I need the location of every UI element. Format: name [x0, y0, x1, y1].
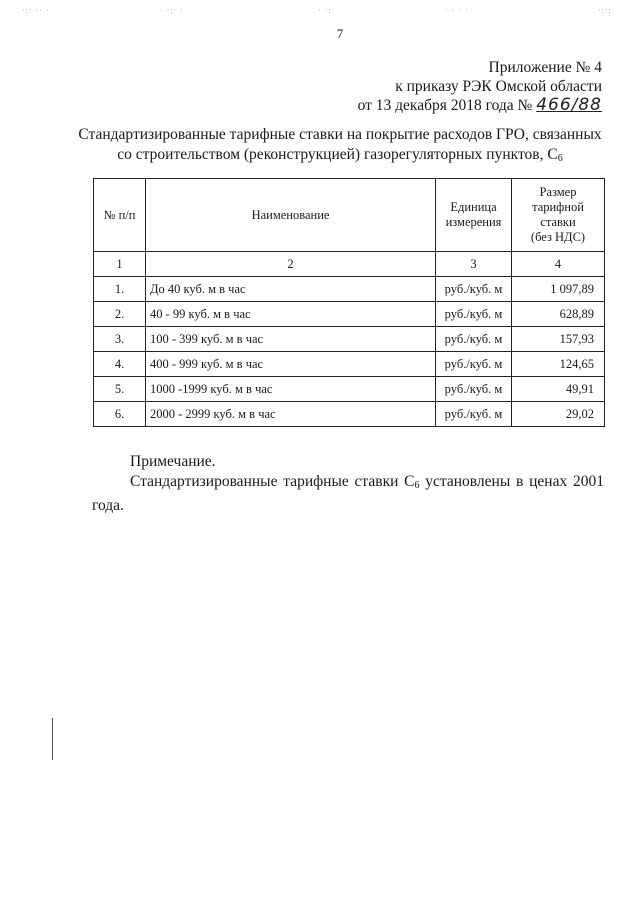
- table-row: [94, 327, 605, 352]
- header-unit-line2: измерения: [445, 215, 502, 229]
- table-header-row: [94, 179, 605, 252]
- scan-speck: · · · ·: [445, 6, 469, 15]
- row-unit: руб./куб. м: [436, 377, 512, 402]
- row-num: 6.: [94, 402, 146, 427]
- row-num: 1.: [94, 277, 146, 302]
- scan-speck: · ·:· ·: [160, 6, 184, 15]
- page-number: 7: [336, 26, 344, 41]
- row-unit: руб./куб. м: [436, 302, 512, 327]
- document-title-subscript: 6: [557, 153, 563, 164]
- note-subscript: 6: [414, 480, 420, 491]
- row-num: 2.: [94, 302, 146, 327]
- row-rate: 29,02: [512, 402, 605, 427]
- row-name: 100 - 399 куб. м в час: [146, 327, 436, 352]
- table-row: [94, 377, 605, 402]
- table-row: [94, 277, 605, 302]
- row-unit: руб./куб. м: [436, 277, 512, 302]
- note-heading: Примечание.: [130, 453, 216, 470]
- row-num: 5.: [94, 377, 146, 402]
- row-rate: 124,65: [512, 352, 605, 377]
- row-unit: руб./куб. м: [436, 327, 512, 352]
- document-title-line1: Стандартизированные тарифные ставки на покрытие расходов ГРО, связанных: [78, 126, 602, 143]
- tariff-table: [93, 178, 605, 427]
- note-text: [92, 472, 604, 516]
- row-rate: 1 097,89: [512, 277, 605, 302]
- note-text-part2: установлены в ценах 2001 года.: [92, 473, 605, 514]
- handwritten-order-number: 466/88: [536, 95, 602, 115]
- column-number: 2: [146, 252, 436, 277]
- appendix-title: Приложение № 4: [488, 59, 602, 76]
- header-rate-line2: тарифной: [532, 200, 584, 214]
- row-unit: руб./куб. м: [436, 352, 512, 377]
- header-num: № п/п: [94, 179, 146, 252]
- header-name: Наименование: [146, 179, 436, 252]
- table-row: [94, 402, 605, 427]
- table-row: [94, 302, 605, 327]
- appendix-order-date: [358, 96, 602, 115]
- column-number-row: [94, 252, 605, 277]
- header-rate-line4: (без НДС): [530, 230, 586, 244]
- header-rate-line3: ставки: [540, 215, 576, 229]
- row-name: 1000 -1999 куб. м в час: [146, 377, 436, 402]
- note-section: [92, 452, 604, 516]
- header-unit: [436, 179, 512, 252]
- row-unit: руб./куб. м: [436, 402, 512, 427]
- column-number: 1: [94, 252, 146, 277]
- note-text-part1: Стандартизированные тарифные ставки С: [130, 473, 415, 490]
- row-num: 4.: [94, 352, 146, 377]
- row-name: 2000 - 2999 куб. м в час: [146, 402, 436, 427]
- document-title-line2-text: со строительством (реконструкцией) газорегуляторных пунктов, С: [117, 146, 558, 163]
- row-rate: 49,91: [512, 377, 605, 402]
- document-title-line2: [70, 145, 610, 169]
- table-row: [94, 352, 605, 377]
- appendix-order-date-text: от 13 декабря 2018 года №: [357, 97, 533, 114]
- scan-margin-mark: [52, 718, 53, 760]
- row-name: 400 - 999 куб. м в час: [146, 352, 436, 377]
- scan-speck: ·:·:: [598, 6, 612, 15]
- row-rate: 157,93: [512, 327, 605, 352]
- appendix-header: [358, 58, 602, 115]
- appendix-order-ref: к приказу РЭК Омской области: [395, 78, 602, 95]
- scan-speck: · ·:: [318, 6, 332, 15]
- scan-speck: ·:· ·· ·: [22, 6, 50, 15]
- header-unit-line1: Единица: [450, 200, 497, 214]
- row-name: 40 - 99 куб. м в час: [146, 302, 436, 327]
- column-number: 4: [512, 252, 605, 277]
- row-name: До 40 куб. м в час: [146, 277, 436, 302]
- row-rate: 628,89: [512, 302, 605, 327]
- header-rate: [512, 179, 605, 252]
- header-rate-line1: Размер: [539, 185, 577, 199]
- column-number: 3: [436, 252, 512, 277]
- row-num: 3.: [94, 327, 146, 352]
- document-title: [70, 125, 610, 169]
